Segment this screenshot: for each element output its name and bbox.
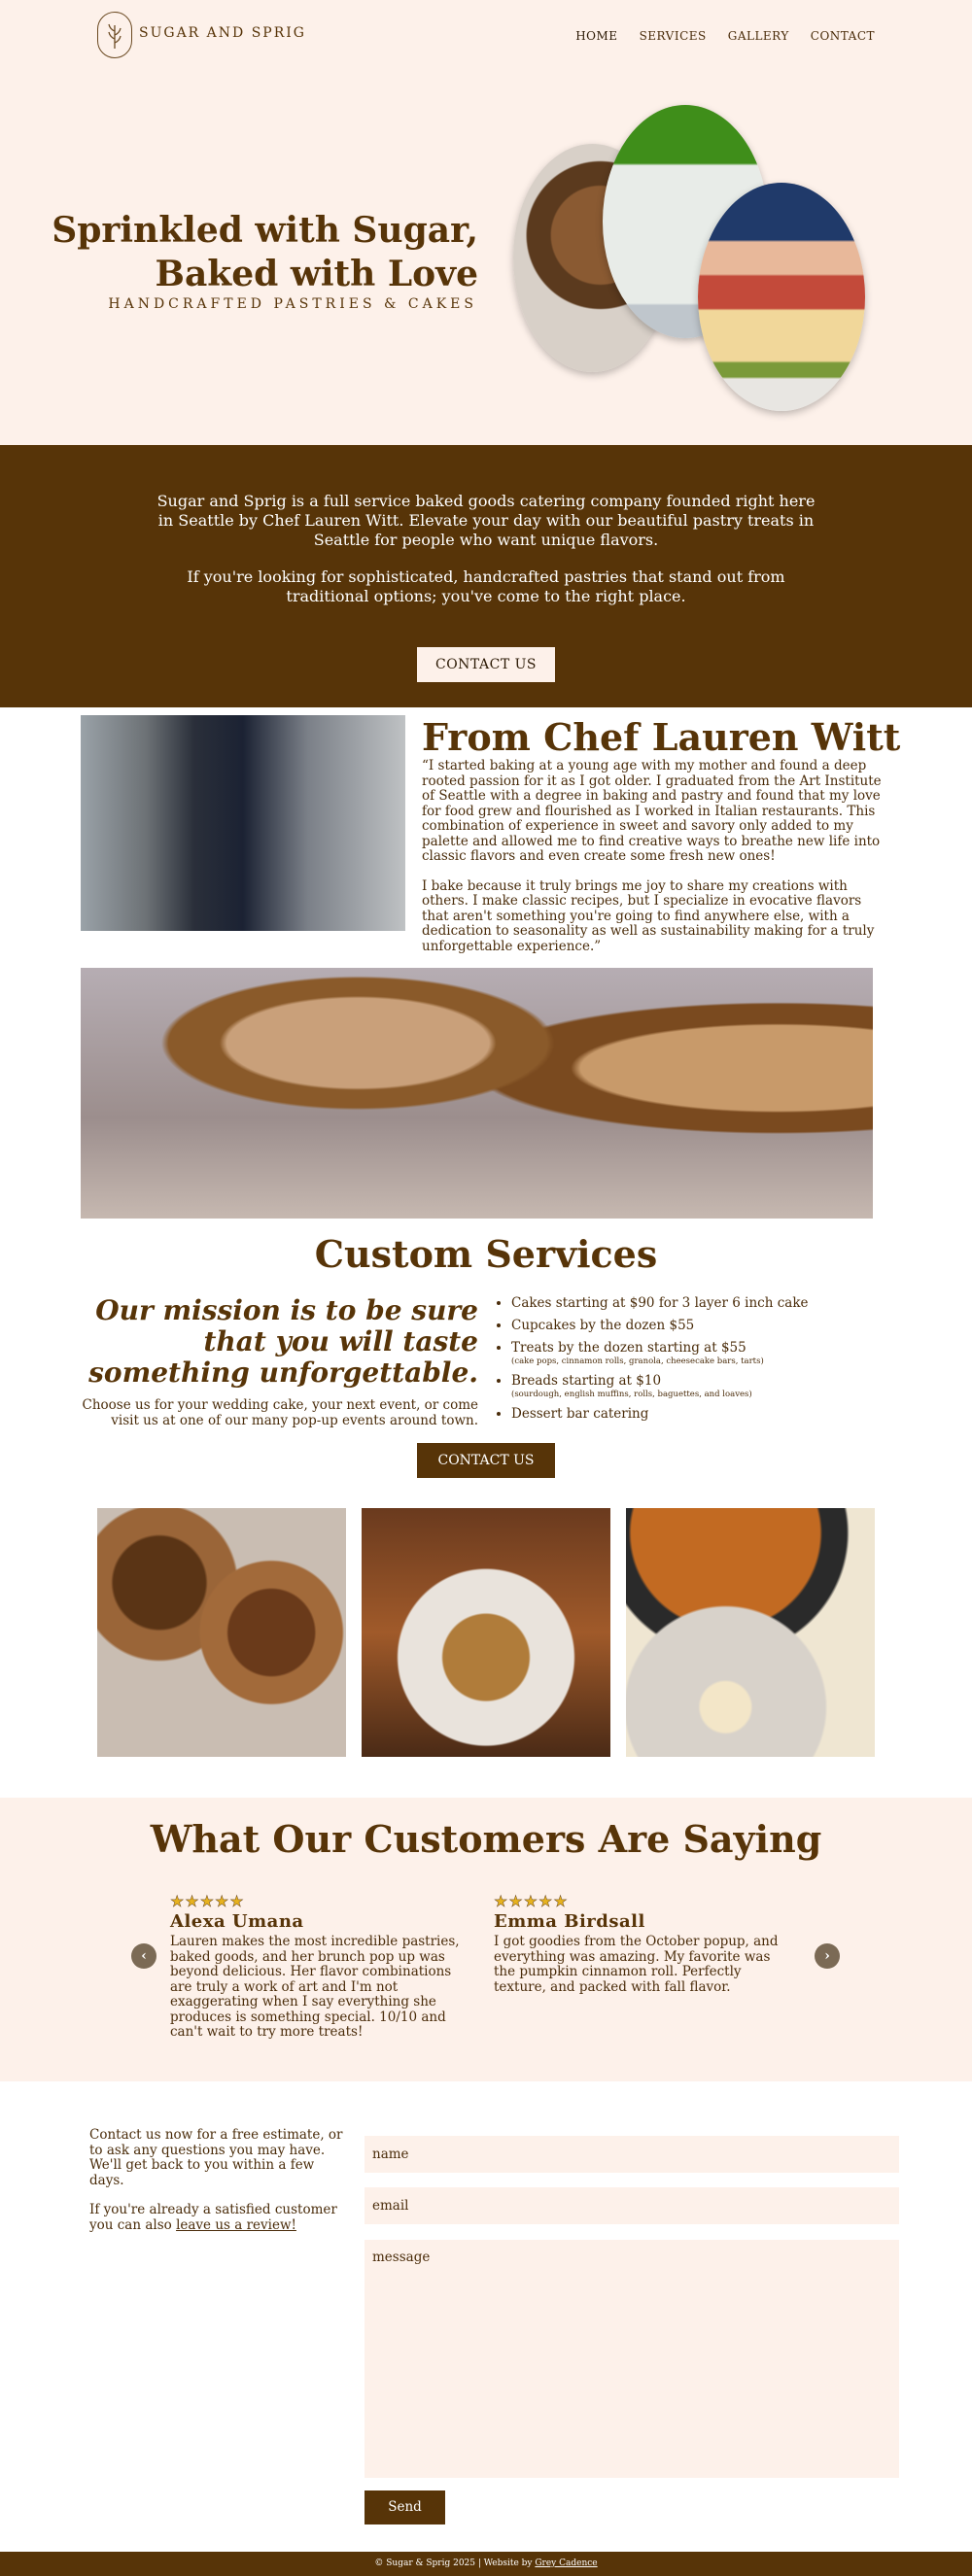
contact-paragraph-2-text: If you're already a satisfied customer you can also [89,2202,337,2233]
hero-subtitle: HANDCRAFTED PASTRIES & CAKES [108,296,477,312]
hero-title-line2: Baked with Love [155,254,478,294]
chef-photo [81,715,405,931]
service-item [511,1295,848,1311]
service-item-note: (cake pops, cinnamon rolls, granola, cheesecake bars, tarts) [511,1357,764,1366]
star-rating-icon: ★★★★★ [170,1892,245,1910]
service-item [511,1340,848,1366]
review-card [494,1892,795,1995]
chef-bio [422,759,888,954]
nav-contact[interactable]: CONTACT [810,29,875,43]
muffin-banner-photo [81,968,873,1219]
chef-bio-paragraph-2: I bake because it truly brings me joy to share my creations with others. I make classic recipes, but I specialize in evocative flavors that aren't something you're going to find anywhere else, with a dedication to seasonality as well as sustainability making for a truly unforgettable experience.” [422,877,875,954]
contact-paragraph-1: Contact us now for a free estimate, or to ask any questions you may have. We'll get back to you within a few days. [89,2127,343,2188]
testimonials-title: What Our Customers Are Saying [150,1817,822,1861]
footer-credit-link[interactable]: Grey Cadence [535,2559,598,2568]
gallery-cookies-photo [97,1508,346,1757]
mission-statement: Our mission is to be sure that you will taste something unforgettable. [88,1294,478,1389]
hero-title [52,209,478,296]
service-item-text: Dessert bar catering [511,1406,649,1422]
service-item-text: Cupcakes by the dozen $55 [511,1318,695,1333]
nav-services[interactable]: SERVICES [639,29,707,43]
top-nav [0,0,972,68]
chef-title: From Chef Lauren Witt [422,715,901,759]
services-contact-button[interactable]: CONTACT US [417,1443,555,1478]
main-menu [575,29,875,43]
pastry-photo [698,183,865,411]
brand-name[interactable]: SUGAR AND SPRIG [139,25,306,41]
gallery-boxed-pastry-photo [362,1508,610,1757]
service-item-text: Breads starting at $10 [511,1373,662,1389]
testimonials-section [0,1798,972,2081]
service-item-note: (sourdough, english muffins, rolls, baguettes, and loaves) [511,1390,752,1399]
send-button[interactable]: Send [364,2490,445,2524]
message-field[interactable] [364,2240,899,2478]
mission-subtext: Choose us for your wedding cake, your next event, or come visit us at one of our many pop-up events around town. [82,1397,478,1428]
review-card [170,1892,471,2041]
intro-paragraph-1: Sugar and Sprig is a full service baked goods catering company founded right here in Seattle by Chef Lauren Witt. Elevate your day with our beautiful pastry treats in Seattle for people who want unique flavors. [156,492,816,549]
hero-section [0,0,972,445]
service-item [511,1406,848,1422]
footer-text: © Sugar & Sprig 2025 | Website by [374,2559,536,2568]
service-item [511,1318,848,1333]
review-text: I got goodies from the October popup, and everything was amazing. My favorite was the pumpkin cinnamon roll. Perfectly texture, and packed with fall flavor. [494,1934,779,1995]
leave-review-link[interactable]: leave us a review! [176,2216,296,2233]
service-item-text: Treats by the dozen starting at $55 [511,1340,746,1356]
services-list [498,1295,848,1428]
services-title: Custom Services [314,1232,658,1276]
email-field[interactable] [364,2187,899,2224]
logo-sprig-icon[interactable] [97,12,132,58]
service-item-text: Cakes starting at $90 for 3 layer 6 inch cake [511,1295,809,1311]
star-rating-icon: ★★★★★ [494,1892,569,1910]
carousel-prev-arrow-icon[interactable]: ‹ [131,1943,156,1969]
name-field[interactable] [364,2136,899,2173]
nav-home[interactable]: HOME [575,29,618,43]
contact-paragraph-2 [89,2203,352,2233]
gallery-skillet-photo [626,1508,875,1757]
footer [0,2552,972,2576]
reviewer-name: Emma Birdsall [494,1911,645,1932]
intro-paragraph-2: If you're looking for sophisticated, handcrafted pastries that stand out from traditional options; you've come to the right place. [187,567,785,605]
hero-title-line1: Sprinkled with Sugar, [52,210,478,251]
chef-bio-paragraph-1: “I started baking at a young age with my mother and found a deep rooted passion for it as I got older. I graduated from the Art Institute of Seattle with a degree in baking and pastry and found that my love for food grew and flourished as I worked in Italian restaurants. This combination of experience in sweet and savory only added to my palette and allowed me to find creative ways to breathe new life into classic flavors and even create some fresh new ones! [422,758,882,864]
reviewer-name: Alexa Umana [170,1911,304,1932]
nav-gallery[interactable]: GALLERY [727,29,789,43]
chef-section [0,707,972,965]
carousel-next-arrow-icon[interactable]: › [815,1943,840,1969]
intro-contact-button[interactable]: CONTACT US [417,647,555,682]
review-text: Lauren makes the most incredible pastries, baked goods, and her brunch pop up was beyond delicious. Her flavor combinations are truly a work of art and I'm not exaggerating when I say everything she produces is something special. 10/10 and can't wait to try more treats! [170,1934,460,2040]
intro-section [0,445,972,707]
service-item [511,1373,848,1399]
contact-intro [89,2128,352,2233]
